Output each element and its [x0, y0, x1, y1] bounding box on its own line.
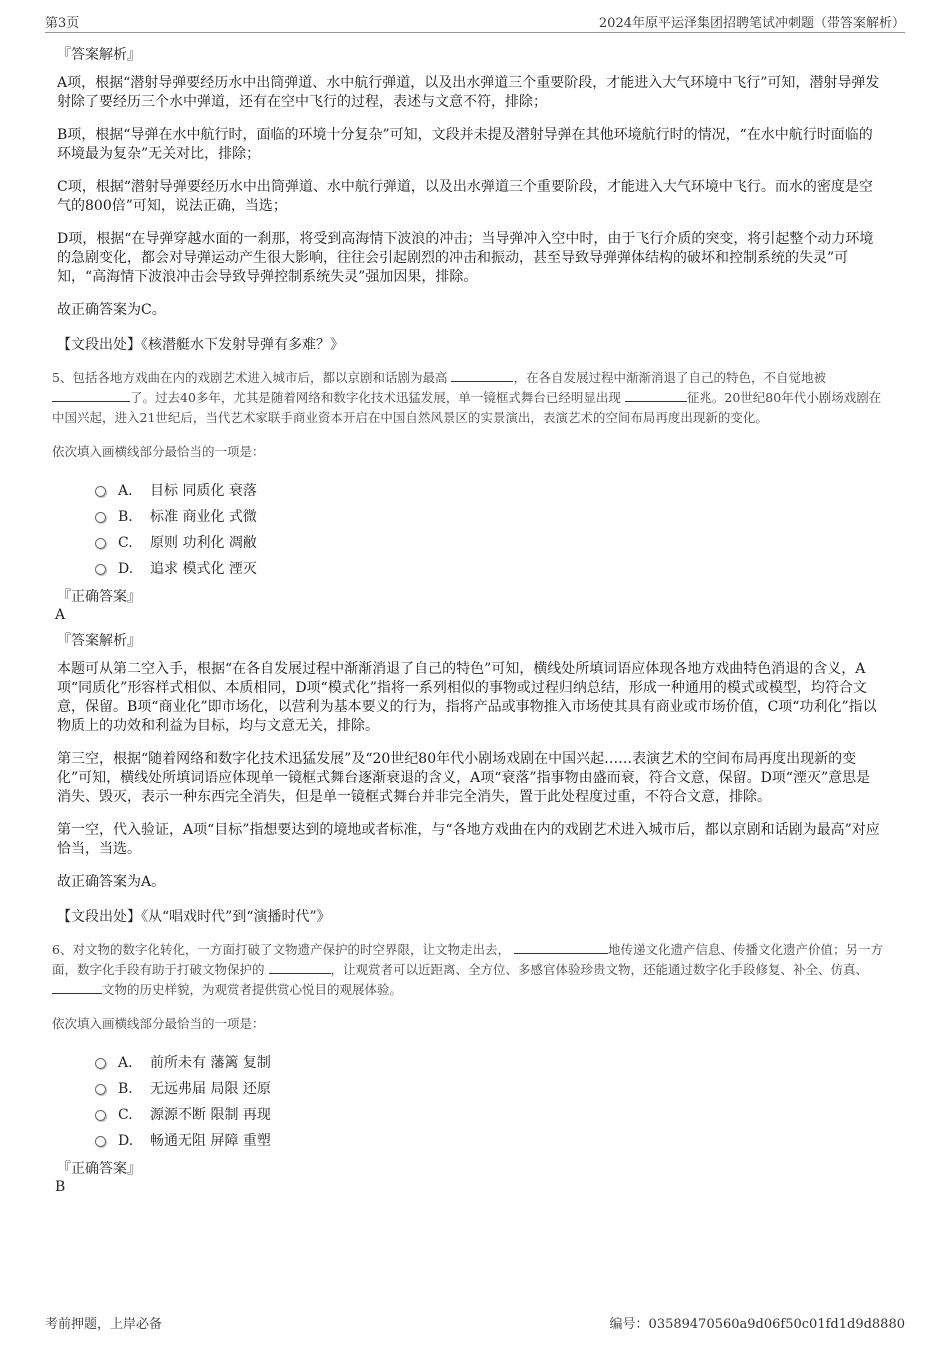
option-d[interactable]: D. 畅通无阻 屏障 重塑 — [95, 1128, 884, 1154]
analysis-paragraph: 第一空，代入验证，A项“目标”指想要达到的境地或者标准，与“各地方戏曲在内的戏剧艺术进入城市后，都以京剧和话剧为最高”对应恰当，当选。 — [57, 822, 880, 857]
analysis-paragraph: 本题可从第二空入手，根据“在各自发展过程中渐渐消退了自己的特色”可知，横线处所填词语应体现各地方戏曲特色消退的含义，A项“同质化”形容样式相似、本质相同，D项“模式化”指将一系列相似的事物或过程归纳总结，形成一种通用的模式或模型，均符合文意，保留。B项“商业化”即市场化，以营利为基本要义的行为，指将产品或事物推入市场使其具有商业或市场价值，C项“功利化”指以物质上的功效和利益为目标，均与文意无关，排除。 — [57, 661, 877, 734]
question-instruction: 依次填入画横线部分最恰当的一项是： — [52, 444, 265, 459]
text-source: 【文段出处】《从“唱戏时代”到“演播时代”》 — [57, 909, 331, 925]
option-a[interactable]: A． 前所未有 藩篱 复制 — [95, 1050, 884, 1076]
radio-icon[interactable] — [95, 1084, 106, 1095]
analysis-label: 『答案解析』 — [57, 633, 141, 649]
blank — [52, 389, 130, 402]
option-a[interactable]: A． 目标 同质化 衰落 — [95, 478, 884, 504]
question-6-stem: 6、对文物的数字化转化，一方面打破了文物遗产保护的时空界限，让文物走出去， 地传递文化遗产信息、传播文化遗产价值；另一方面，数字化手段有助于打破文物保护的 ，让观赏者可以近距离、全方位、多感官体验珍贵文物，还能通过数字化手段修复、补全、仿真、 文物的历史样貌，为观赏者提供赏心悦目的观展体验。 — [52, 942, 883, 997]
question-6-options — [95, 1050, 884, 1154]
conclusion: 故正确答案为A。 — [57, 874, 166, 890]
analysis-paragraph: B项，根据“导弹在水中航行时，面临的环境十分复杂”可知，文段并未提及潜射导弹在其他环境航行时的情况，“在水中航行时面临的环境最为复杂”无关对比，排除； — [57, 127, 873, 162]
blank — [625, 389, 687, 402]
blank — [451, 369, 513, 382]
page-number: 第3页 — [45, 16, 80, 31]
question-instruction: 依次填入画横线部分最恰当的一项是： — [52, 1016, 265, 1031]
correct-answer: A — [55, 607, 66, 623]
radio-icon[interactable] — [95, 538, 106, 549]
analysis-paragraph: D项，根据“在导弹穿越水面的一刹那，将受到高海情下波浪的冲击；当导弹冲入空中时，由于飞行介质的突变，将引起整个动力环境的急剧变化，都会对导弹运动产生很大影响，往往会引起剧烈的冲击和振动，甚至导致导弹弹体结构的破坏和控制系统的失灵”可知，“高海情下波浪冲击会导致导弹控制系统失灵”强加因果，排除。 — [57, 231, 874, 285]
analysis-paragraph: C项，根据“潜射导弹要经历水中出筒弹道、水中航行弹道，以及出水弹道三个重要阶段，才能进入大气环境中飞行。而水的密度是空气的800倍”可知，说法正确，当选； — [57, 179, 873, 214]
analysis-paragraph: A项，根据“潜射导弹要经历水中出筒弹道、水中航行弹道，以及出水弹道三个重要阶段，才能进入大气环境中飞行”可知，潜射导弹发射除了要经历三个水中弹道，还有在空中飞行的过程，表述与文意不符，排除； — [57, 75, 880, 110]
analysis-label: 『答案解析』 — [57, 47, 141, 63]
option-c[interactable]: C. 原则 功利化 凋敝 — [95, 530, 884, 556]
conclusion: 故正确答案为C。 — [57, 302, 166, 318]
correct-answer-label: 『正确答案』 — [57, 1161, 141, 1177]
option-c[interactable]: C. 源源不断 限制 再现 — [95, 1102, 884, 1128]
question-5-options — [95, 478, 884, 582]
option-b[interactable]: B. 无远弗届 局限 还原 — [95, 1076, 884, 1102]
radio-icon[interactable] — [95, 564, 106, 575]
blank — [514, 941, 608, 954]
radio-icon[interactable] — [95, 512, 106, 523]
blank — [52, 981, 102, 994]
footer-note: 考前押题，上岸必备 — [45, 1317, 163, 1332]
radio-icon[interactable] — [95, 1110, 106, 1121]
blank — [269, 961, 331, 974]
analysis-paragraph: 第三空，根据“随着网络和数字化技术迅猛发展”及“20世纪80年代小剧场戏剧在中国兴起……表演艺术的空间布局再度出现新的变化”可知，横线处所填词语应体现单一镜框式舞台逐渐衰退的含义，A项“衰落”指事物由盛而衰，符合文意，保留。D项“湮灭”意思是消失、毁灭，表示一种东西完全消失，但是单一镜框式舞台并非完全消失，置于此处程度过重，不符合文意，排除。 — [57, 751, 871, 805]
document-code: 编号：03589470560a9d06f50c01fd1d9d8880 — [609, 1317, 905, 1332]
option-b[interactable]: B. 标准 商业化 式微 — [95, 504, 884, 530]
radio-icon[interactable] — [95, 486, 106, 497]
question-5-stem: 5、包括各地方戏曲在内的戏剧艺术进入城市后，都以京剧和话剧为最高 ，在各自发展过程中渐渐消退了自己的特色，不自觉地被了。过去40多年，尤其是随着网络和数字化技术迅猛发展，单一镜框式舞台已经明显出现 征兆。20世纪80年代小剧场戏剧在中国兴起，进入21世纪后，当代艺术家联手商业资本开启在中国自然风景区的实景演出，表演艺术的空间布局再度出现新的变化。 — [52, 370, 882, 425]
page-content — [52, 44, 884, 1202]
radio-icon[interactable] — [95, 1058, 106, 1069]
page-header — [45, 12, 905, 33]
text-source: 【文段出处】《核潜艇水下发射导弹有多难？》 — [57, 337, 344, 353]
option-d[interactable]: D. 追求 模式化 湮灭 — [95, 556, 884, 582]
correct-answer-label: 『正确答案』 — [57, 589, 141, 605]
document-title: 2024年原平运泽集团招聘笔试冲刺题（带答案解析） — [598, 16, 905, 31]
radio-icon[interactable] — [95, 1136, 106, 1147]
correct-answer: B — [55, 1179, 66, 1195]
